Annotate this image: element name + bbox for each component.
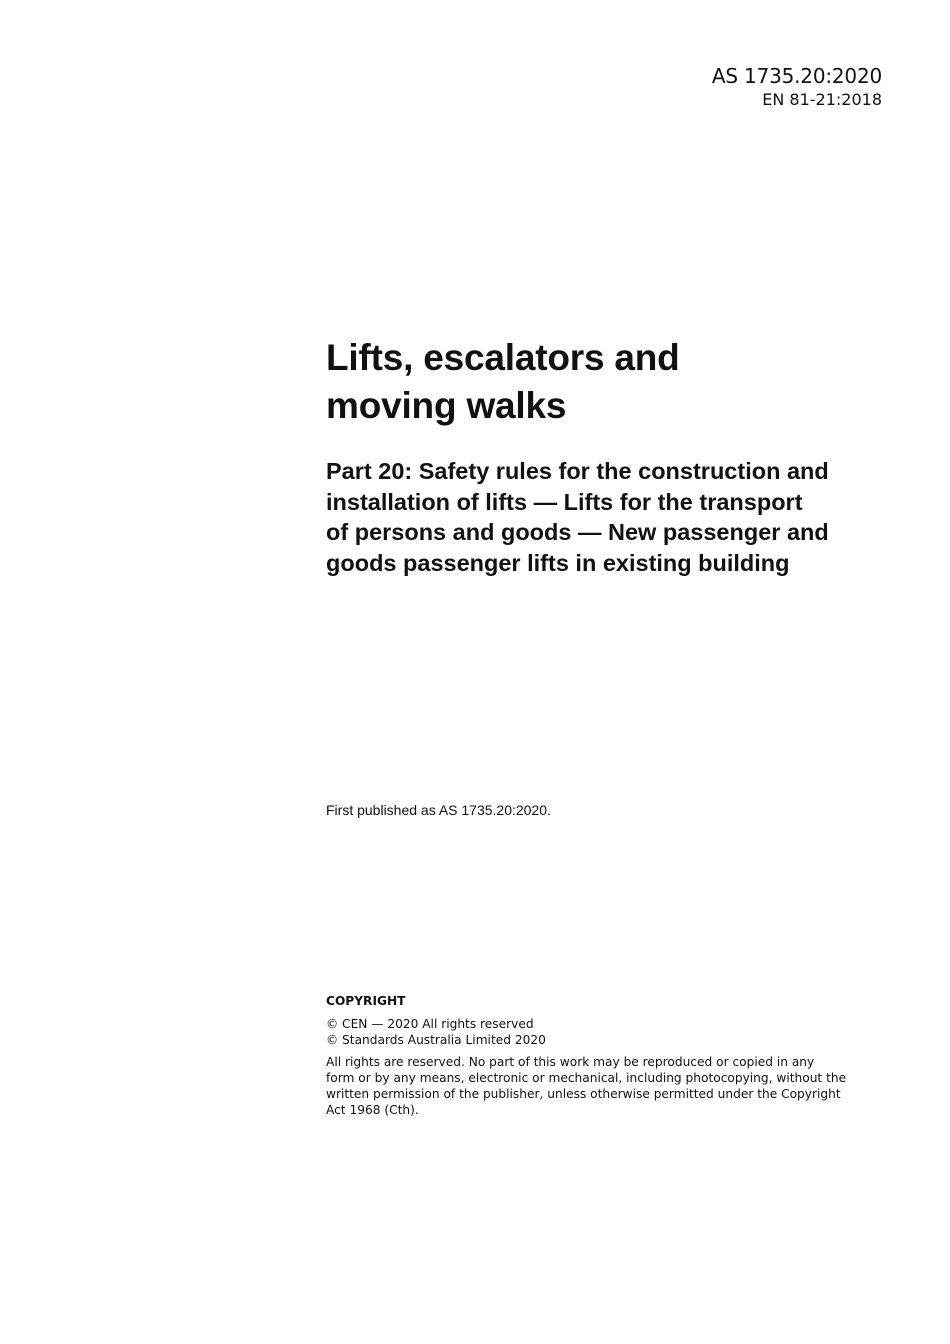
copyright-owner-cen: © CEN — 2020 All rights reserved (326, 1017, 534, 1031)
copyright-block (326, 993, 856, 1118)
document-subtitle-line: Part 20: Safety rules for the construction and (326, 458, 829, 484)
copyright-heading: COPYRIGHT (326, 994, 406, 1008)
first-published-note: First published as AS 1735.20:2020. (326, 802, 551, 818)
document-subtitle-line: of persons and goods — New passenger and (326, 519, 829, 545)
document-title-line: Lifts, escalators and (326, 337, 680, 378)
document-subtitle-line: goods passenger lifts in existing building (326, 549, 790, 576)
standard-designation (712, 62, 882, 110)
copyright-notice-line: All rights are reserved. No part of this work may be reproduced or copied in any (326, 1055, 815, 1069)
copyright-notice (326, 1054, 856, 1118)
copyright-notice-line: form or by any means, electronic or mechanical, including photocopying, without the (326, 1071, 847, 1085)
document-title (326, 334, 886, 430)
document-subtitle (326, 456, 886, 578)
as-standard-number: AS 1735.20:2020 (711, 64, 882, 88)
copyright-owner-standards-australia: © Standards Australia Limited 2020 (326, 1033, 546, 1047)
en-standard-number: EN 81-21:2018 (762, 90, 882, 109)
document-subtitle-line: installation of lifts — Lifts for the transport (326, 488, 803, 515)
copyright-notice-line: written permission of the publisher, unless otherwise permitted under the Copyright (326, 1087, 841, 1101)
document-title-line: moving walks (326, 385, 567, 426)
copyright-notice-line: Act 1968 (Cth). (326, 1103, 419, 1117)
